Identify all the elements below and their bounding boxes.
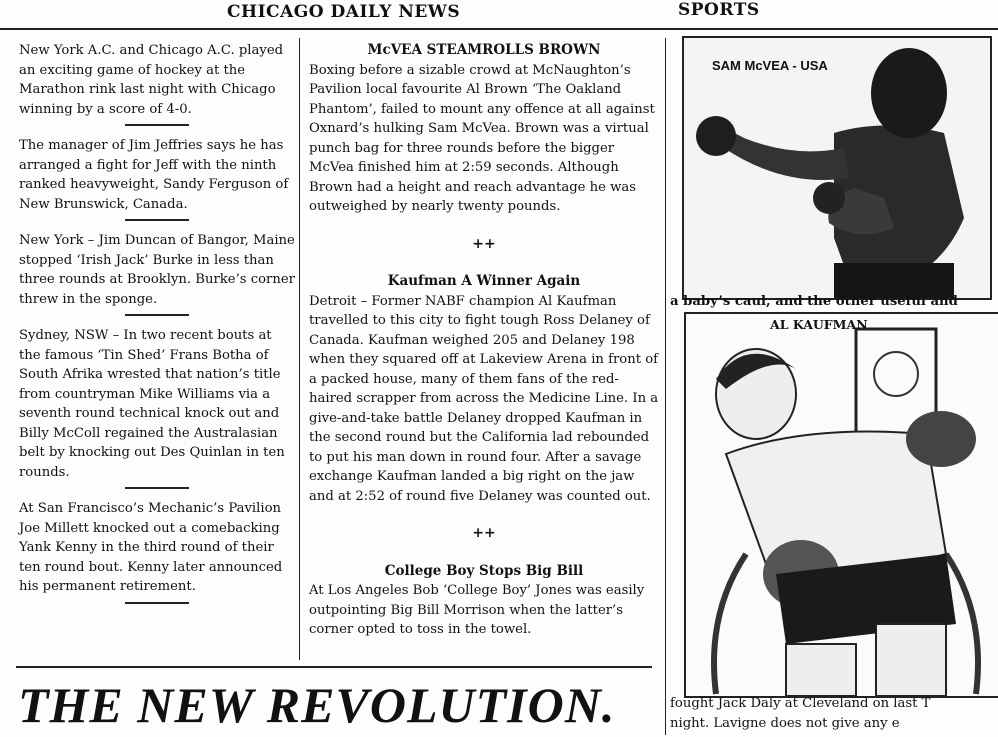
- separator: [125, 487, 189, 489]
- boxer-illustration: [686, 314, 998, 696]
- column-rule-right: [665, 38, 666, 735]
- separator: [125, 124, 189, 126]
- brief-column: [19, 41, 295, 614]
- story-body: Boxing before a sizable crowd at McNaughton’s Pavilion local favourite Al Brown ‘The Oakland Phantom’, failed to mount any offence at all against Oxnard’s hulking Sam McVea. Brown was a virtual punch bag for three rounds before the bigger McVea finished him at 2:59 seconds. Although Brown had a height and reach advantage he was outweighed by nearly twenty pounds.: [309, 62, 655, 214]
- newspaper-title: CHICAGO DAILY NEWS: [227, 2, 461, 22]
- brief-item: New York – Jim Duncan of Bangor, Maine stopped ‘Irish Jack’ Burke in less than three rounds at Brooklyn. Burke’s corner threw in the sponge.: [19, 233, 295, 307]
- photo-sam-mcvea: [682, 36, 992, 300]
- article-fragment: fought Jack Daly at Cleveland on last T: [670, 696, 931, 711]
- story-body: Detroit – Former NABF champion Al Kaufman travelled to this city to fight tough Ross Delaney of Canada. Kaufman weighed 205 and Delaney 198 when they squared off at Lakeview Arena in front of a packed house, many of them fans of the red-haired scrapper from across the Medicine Line. In a give-and-take battle Delaney dropped Kaufman in the second round but the California lad rebounded to put his man down in round four. After a savage exchange Kaufman landed a big right on the jaw and at 2:52 of round five Delaney was counted out.: [309, 293, 659, 504]
- boxer-illustration: [684, 38, 990, 298]
- photo-caption: SAM McVEA - USA: [712, 58, 828, 73]
- photo-caption: AL KAUFMAN: [770, 317, 868, 332]
- story-headline: McVEA STEAMROLLS BROWN: [367, 42, 601, 58]
- story-column: [309, 41, 659, 640]
- photo-al-kaufman: [684, 312, 998, 698]
- section-title: SPORTS: [678, 0, 760, 20]
- story-divider: ++: [472, 235, 496, 252]
- advertisement-banner: [16, 666, 652, 737]
- separator: [125, 314, 189, 316]
- separator: [125, 602, 189, 604]
- story-headline: Kaufman A Winner Again: [387, 273, 581, 289]
- article-fragment: a baby’s caul, and the other useful and: [670, 294, 958, 309]
- story-body: At Los Angeles Bob ‘College Boy’ Jones was easily outpointing Big Bill Morrison when the latter’s corner opted to toss in the towel.: [309, 583, 645, 637]
- column-rule-left: [299, 38, 300, 660]
- masthead: [0, 0, 998, 30]
- brief-item: The manager of Jim Jeffries says he has arranged a fight for Jeff with the ninth ranked heavyweight, Sandy Ferguson of New Brunswick, Canada.: [19, 138, 289, 212]
- brief-item: At San Francisco’s Mechanic’s Pavilion Joe Millett knocked out a comebacking Yank Kenny in the third round of their ten round bout. Kenny later announced his permanent retirement.: [19, 501, 283, 594]
- separator: [125, 219, 189, 221]
- brief-item: Sydney, NSW – In two recent bouts at the famous ‘Tin Shed’ Frans Botha of South Afrika wrested that nation’s title from countryman Mike Williams via a seventh round technical knock out and Billy McColl regained the Australasian belt by knocking out Des Quinlan in ten rounds.: [19, 328, 285, 480]
- brief-item: New York A.C. and Chicago A.C. played an exciting game of hockey at the Marathon rink last night with Chicago winning by a score of 4-0.: [19, 43, 284, 117]
- story-divider: ++: [472, 525, 496, 541]
- story-headline: College Boy Stops Big Bill: [384, 562, 584, 579]
- article-fragment: night. Lavigne does not give any e: [670, 716, 900, 731]
- banner-text: THE NEW REVOLUTION.: [18, 677, 616, 733]
